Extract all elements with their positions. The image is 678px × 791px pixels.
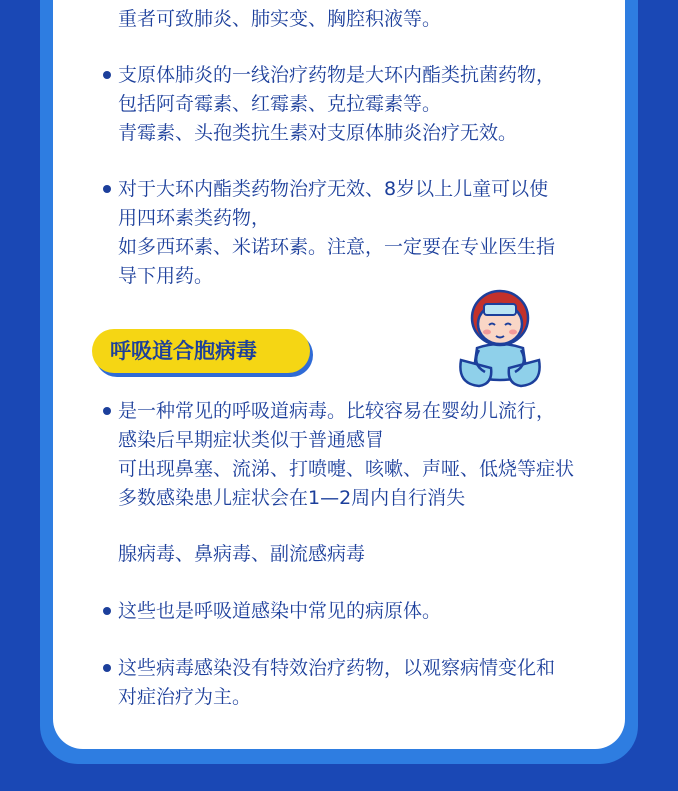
paragraph-line: 青霉素、头孢类抗生素对支原体肺炎治疗无效。 (118, 122, 518, 144)
paragraph-line: 对于大环内酯类药物治疗无效、8岁以上儿童可以使 (118, 178, 549, 200)
paragraph-line: 这些病毒感染没有特效治疗药物，以观察病情变化和 (118, 657, 556, 679)
paragraph-line: 包括阿奇霉素、红霉素、克拉霉素等。 (118, 93, 442, 115)
section-title: 呼吸道合胞病毒 (110, 339, 257, 363)
paragraph-line: 如多西环素、米诺环素。注意，一定要在专业医生指 (118, 236, 556, 258)
paragraph-line: 用四环素类药物， (118, 207, 271, 229)
paragraph-line: 导下用药。 (118, 265, 214, 287)
bullet-dot (103, 407, 111, 415)
paragraph-line: 支原体肺炎的一线治疗药物是大环内酯类抗菌药物， (118, 64, 556, 86)
bullet-dot (103, 664, 111, 672)
paragraph-line: 这些也是呼吸道感染中常见的病原体。 (118, 600, 442, 622)
paragraph-line: 是一种常见的呼吸道病毒。比较容易在婴幼儿流行， (118, 400, 556, 422)
bullet-dot (103, 71, 111, 79)
paragraph-line: 对症治疗为主。 (118, 686, 252, 708)
paragraph-line: 多数感染患儿症状会在1—2周内自行消失 (118, 487, 466, 509)
paragraph-line: 重者可致肺炎、肺实变、胸腔积液等。 (118, 8, 442, 30)
paragraph-line: 感染后早期症状类似于普通感冒 (118, 429, 385, 451)
paragraph-line: 腺病毒、鼻病毒、副流感病毒 (118, 543, 366, 565)
sick-child-illustration (455, 288, 545, 392)
paragraph-line: 可出现鼻塞、流涕、打喷嚏、咳嗽、声哑、低烧等症状 (118, 458, 575, 480)
bullet-dot (103, 185, 111, 193)
bullet-dot (103, 607, 111, 615)
section-title-pill (92, 329, 310, 373)
